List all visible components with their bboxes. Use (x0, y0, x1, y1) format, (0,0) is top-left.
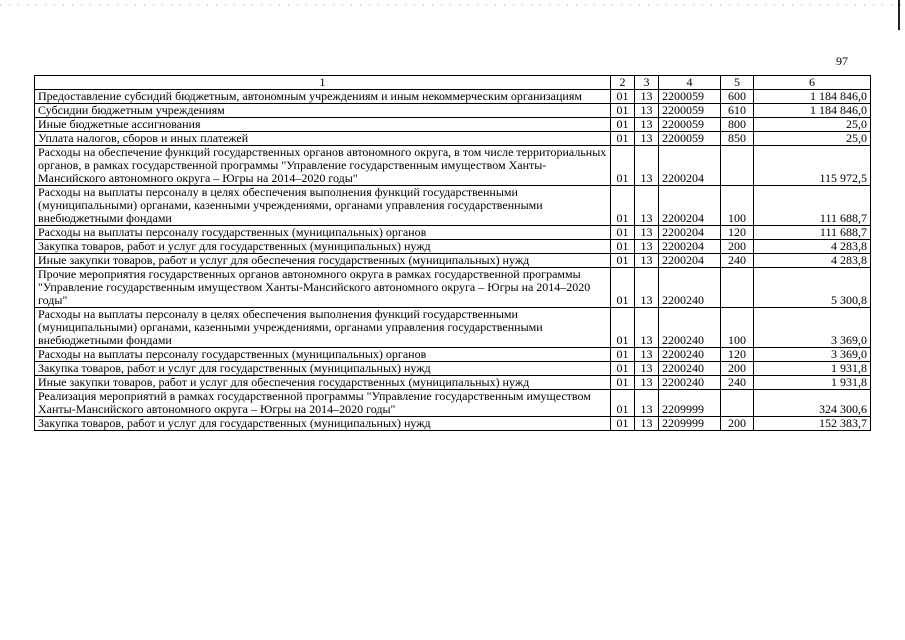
row-expense-type: 610 (721, 104, 754, 118)
row-amount: 111 688,7 (754, 226, 871, 240)
page-number: 97 (836, 54, 848, 68)
row-section-code: 01 (611, 362, 635, 376)
table-row (35, 186, 871, 226)
row-amount: 115 972,5 (754, 146, 871, 186)
row-section-code: 01 (611, 186, 635, 226)
row-target-article: 2200240 (659, 268, 721, 308)
column-header: 1 (35, 76, 611, 90)
scan-artifact-top (0, 4, 905, 6)
row-expense-type (721, 146, 754, 186)
row-expense-type: 240 (721, 376, 754, 390)
row-description: Прочие мероприятия государственных органов автономного округа в рамках государственной программы "Управление государственным имуществом Ханты-Мансийского автономного округа – Югры на 2014–2020 годы" (35, 268, 611, 308)
table-row (35, 417, 871, 431)
row-expense-type: 200 (721, 240, 754, 254)
row-subsection-code: 13 (635, 268, 659, 308)
column-header: 6 (754, 76, 871, 90)
row-description: Предоставление субсидий бюджетным, автономным учреждениям и иным некоммерческим организациям (35, 90, 611, 104)
row-description: Уплата налогов, сборов и иных платежей (35, 132, 611, 146)
row-section-code: 01 (611, 390, 635, 417)
row-subsection-code: 13 (635, 118, 659, 132)
row-description: Расходы на выплаты персоналу государственных (муниципальных) органов (35, 226, 611, 240)
row-expense-type: 800 (721, 118, 754, 132)
row-description: Закупка товаров, работ и услуг для государственных (муниципальных) нужд (35, 362, 611, 376)
table-row (35, 132, 871, 146)
row-expense-type (721, 268, 754, 308)
row-amount: 25,0 (754, 132, 871, 146)
table-body (35, 90, 871, 431)
row-target-article: 2200240 (659, 362, 721, 376)
table-row (35, 390, 871, 417)
column-header: 5 (721, 76, 754, 90)
row-target-article: 2200240 (659, 376, 721, 390)
row-description: Субсидии бюджетным учреждениям (35, 104, 611, 118)
table-row (35, 104, 871, 118)
row-target-article: 2200204 (659, 226, 721, 240)
row-expense-type: 850 (721, 132, 754, 146)
row-section-code: 01 (611, 268, 635, 308)
table-row (35, 308, 871, 348)
row-amount: 5 300,8 (754, 268, 871, 308)
table-row (35, 118, 871, 132)
row-expense-type: 100 (721, 308, 754, 348)
row-description: Расходы на выплаты персоналу в целях обеспечения выполнения функций государственными (муниципальными) органами, казенными учреждениями, органами управления государственными внебюджетными фондами (35, 186, 611, 226)
row-description: Иные бюджетные ассигнования (35, 118, 611, 132)
row-amount: 1 184 846,0 (754, 104, 871, 118)
row-expense-type: 200 (721, 362, 754, 376)
row-amount: 111 688,7 (754, 186, 871, 226)
row-section-code: 01 (611, 90, 635, 104)
table-row (35, 268, 871, 308)
row-amount: 152 383,7 (754, 417, 871, 431)
row-amount: 1 931,8 (754, 362, 871, 376)
row-subsection-code: 13 (635, 226, 659, 240)
row-amount: 4 283,8 (754, 254, 871, 268)
row-section-code: 01 (611, 132, 635, 146)
row-subsection-code: 13 (635, 362, 659, 376)
row-subsection-code: 13 (635, 240, 659, 254)
row-target-article: 2200204 (659, 254, 721, 268)
table-row (35, 362, 871, 376)
row-target-article: 2200059 (659, 90, 721, 104)
row-expense-type: 240 (721, 254, 754, 268)
row-description: Закупка товаров, работ и услуг для государственных (муниципальных) нужд (35, 417, 611, 431)
row-target-article: 2200240 (659, 348, 721, 362)
budget-table (34, 75, 871, 431)
row-amount: 1 184 846,0 (754, 90, 871, 104)
row-description: Расходы на выплаты персоналу в целях обеспечения выполнения функций государственными (муниципальными) органами, казенными учреждениями, органами управления государственными внебюджетными фондами (35, 308, 611, 348)
row-subsection-code: 13 (635, 348, 659, 362)
row-expense-type: 200 (721, 417, 754, 431)
table-header-row (35, 76, 871, 90)
table-row (35, 254, 871, 268)
row-description: Расходы на выплаты персоналу государственных (муниципальных) органов (35, 348, 611, 362)
row-subsection-code: 13 (635, 132, 659, 146)
row-subsection-code: 13 (635, 104, 659, 118)
row-section-code: 01 (611, 240, 635, 254)
row-section-code: 01 (611, 376, 635, 390)
row-target-article: 2200204 (659, 186, 721, 226)
table-row (35, 376, 871, 390)
row-description: Закупка товаров, работ и услуг для государственных (муниципальных) нужд (35, 240, 611, 254)
table-row (35, 146, 871, 186)
row-amount: 4 283,8 (754, 240, 871, 254)
row-subsection-code: 13 (635, 417, 659, 431)
row-target-article: 2200059 (659, 132, 721, 146)
row-target-article: 2200204 (659, 240, 721, 254)
row-expense-type: 100 (721, 186, 754, 226)
row-subsection-code: 13 (635, 254, 659, 268)
row-description: Расходы на обеспечение функций государственных органов автономного округа, в том числе территориальных органов, в рамках государственной программы "Управление государственным имуществом Ханты-Мансийского автономного округа – Югры на 2014–2020 годы" (35, 146, 611, 186)
row-section-code: 01 (611, 308, 635, 348)
scan-edge-mark (898, 0, 900, 30)
row-amount: 324 300,6 (754, 390, 871, 417)
row-target-article: 2209999 (659, 390, 721, 417)
table-row (35, 90, 871, 104)
row-description: Реализация мероприятий в рамках государственной программы "Управление государственным имуществом Ханты-Мансийского автономного округа – Югры на 2014–2020 годы" (35, 390, 611, 417)
row-section-code: 01 (611, 118, 635, 132)
row-section-code: 01 (611, 226, 635, 240)
column-header: 3 (635, 76, 659, 90)
row-amount: 3 369,0 (754, 348, 871, 362)
row-subsection-code: 13 (635, 390, 659, 417)
row-amount: 3 369,0 (754, 308, 871, 348)
row-target-article: 2200204 (659, 146, 721, 186)
column-header: 4 (659, 76, 721, 90)
row-subsection-code: 13 (635, 186, 659, 226)
row-description: Иные закупки товаров, работ и услуг для обеспечения государственных (муниципальных) нужд (35, 376, 611, 390)
row-subsection-code: 13 (635, 90, 659, 104)
row-target-article: 2200240 (659, 308, 721, 348)
row-target-article: 2209999 (659, 417, 721, 431)
row-target-article: 2200059 (659, 104, 721, 118)
row-subsection-code: 13 (635, 376, 659, 390)
row-section-code: 01 (611, 417, 635, 431)
row-subsection-code: 13 (635, 308, 659, 348)
column-header: 2 (611, 76, 635, 90)
row-expense-type: 600 (721, 90, 754, 104)
row-target-article: 2200059 (659, 118, 721, 132)
row-description: Иные закупки товаров, работ и услуг для обеспечения государственных (муниципальных) нужд (35, 254, 611, 268)
table-row (35, 226, 871, 240)
row-expense-type: 120 (721, 226, 754, 240)
row-amount: 1 931,8 (754, 376, 871, 390)
row-section-code: 01 (611, 348, 635, 362)
row-subsection-code: 13 (635, 146, 659, 186)
row-expense-type: 120 (721, 348, 754, 362)
row-amount: 25,0 (754, 118, 871, 132)
table-row (35, 348, 871, 362)
row-expense-type (721, 390, 754, 417)
row-section-code: 01 (611, 104, 635, 118)
row-section-code: 01 (611, 146, 635, 186)
row-section-code: 01 (611, 254, 635, 268)
table-row (35, 240, 871, 254)
